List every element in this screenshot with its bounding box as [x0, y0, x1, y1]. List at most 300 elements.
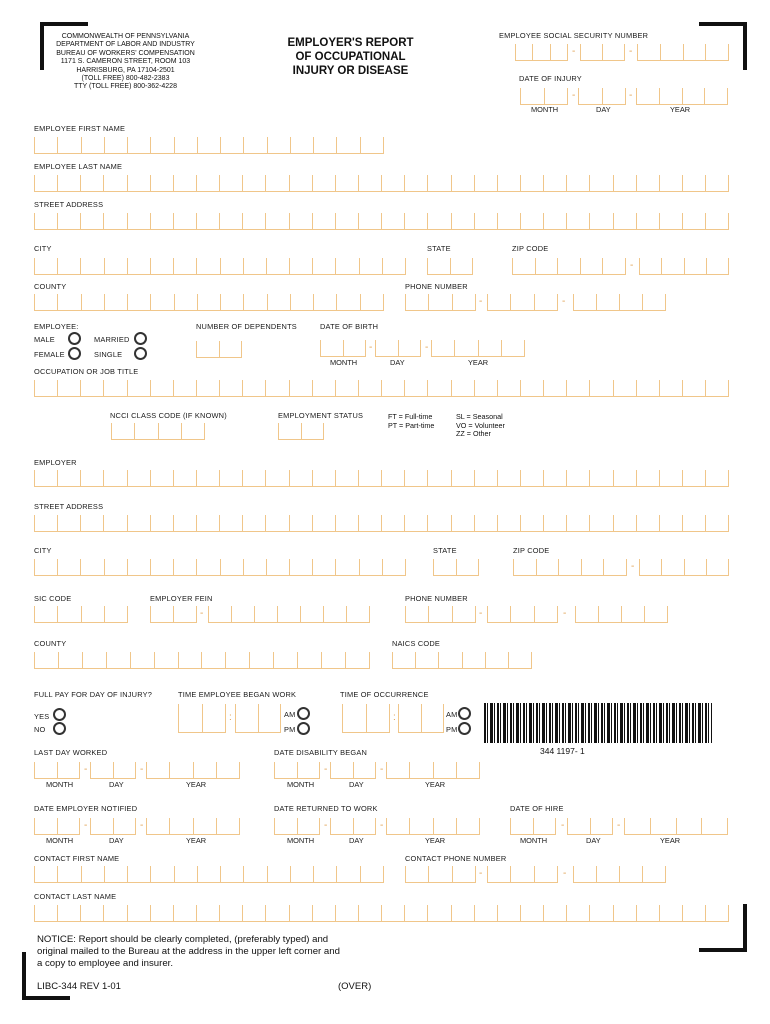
time-occurrence-minute[interactable]	[398, 704, 444, 733]
char-box[interactable]	[705, 470, 729, 486]
char-box[interactable]	[636, 470, 659, 486]
char-box[interactable]	[336, 137, 359, 153]
char-box[interactable]	[243, 559, 266, 575]
char-box[interactable]	[104, 866, 127, 882]
char-box[interactable]	[452, 866, 476, 882]
char-box[interactable]	[644, 606, 668, 622]
char-box[interactable]	[642, 294, 666, 310]
employee-state-field[interactable]	[427, 258, 473, 275]
employee-zip4-field[interactable]	[639, 258, 729, 275]
char-box[interactable]	[573, 294, 596, 310]
char-box[interactable]	[219, 380, 242, 396]
notified-month[interactable]	[34, 818, 80, 835]
char-box[interactable]	[34, 905, 57, 921]
char-box[interactable]	[683, 44, 706, 60]
char-box[interactable]	[202, 704, 227, 732]
char-box[interactable]	[659, 88, 682, 104]
char-box[interactable]	[173, 905, 196, 921]
hire-month[interactable]	[510, 818, 556, 835]
char-box[interactable]	[34, 258, 57, 274]
char-box[interactable]	[543, 213, 566, 229]
char-box[interactable]	[421, 704, 445, 732]
char-box[interactable]	[130, 652, 154, 668]
char-box[interactable]	[265, 175, 288, 191]
char-box[interactable]	[150, 380, 173, 396]
char-box[interactable]	[450, 258, 474, 274]
char-box[interactable]	[336, 866, 359, 882]
employer-city-field[interactable]	[34, 559, 406, 576]
char-box[interactable]	[174, 137, 197, 153]
char-box[interactable]	[106, 652, 130, 668]
char-box[interactable]	[134, 423, 157, 439]
char-box[interactable]	[613, 175, 636, 191]
naics-code-field[interactable]	[392, 652, 532, 669]
char-box[interactable]	[193, 762, 216, 778]
char-box[interactable]	[427, 213, 450, 229]
sic-code-field[interactable]	[34, 606, 128, 623]
char-box[interactable]	[566, 905, 589, 921]
char-box[interactable]	[103, 905, 126, 921]
time-began-am-radio[interactable]	[297, 707, 310, 720]
char-box[interactable]	[575, 606, 598, 622]
char-box[interactable]	[452, 606, 476, 622]
char-box[interactable]	[520, 905, 543, 921]
char-box[interactable]	[103, 470, 126, 486]
char-box[interactable]	[532, 44, 549, 60]
char-box[interactable]	[242, 515, 265, 531]
char-box[interactable]	[173, 606, 197, 622]
time-began-minute[interactable]	[235, 704, 281, 733]
char-box[interactable]	[343, 340, 367, 356]
char-box[interactable]	[150, 559, 173, 575]
char-box[interactable]	[358, 470, 381, 486]
char-box[interactable]	[80, 515, 103, 531]
char-box[interactable]	[242, 213, 265, 229]
char-box[interactable]	[312, 258, 335, 274]
char-box[interactable]	[335, 559, 358, 575]
employer-zip-field[interactable]	[513, 559, 627, 576]
employer-street-field[interactable]	[34, 515, 729, 532]
ssn-field-1[interactable]	[515, 44, 568, 61]
char-box[interactable]	[427, 905, 450, 921]
char-box[interactable]	[589, 515, 612, 531]
char-box[interactable]	[451, 905, 474, 921]
char-box[interactable]	[659, 380, 682, 396]
char-box[interactable]	[336, 294, 359, 310]
char-box[interactable]	[438, 652, 461, 668]
char-box[interactable]	[358, 905, 381, 921]
employee-first-name-field[interactable]	[34, 137, 384, 154]
char-box[interactable]	[474, 213, 497, 229]
char-box[interactable]	[543, 470, 566, 486]
char-box[interactable]	[510, 294, 533, 310]
char-box[interactable]	[173, 559, 196, 575]
char-box[interactable]	[127, 866, 150, 882]
char-box[interactable]	[386, 818, 409, 834]
char-box[interactable]	[536, 559, 559, 575]
employer-phone-area[interactable]	[405, 606, 476, 623]
char-box[interactable]	[682, 380, 705, 396]
char-box[interactable]	[342, 704, 366, 732]
char-box[interactable]	[103, 380, 126, 396]
char-box[interactable]	[81, 606, 104, 622]
char-box[interactable]	[266, 258, 289, 274]
char-box[interactable]	[637, 44, 660, 60]
rtw-year[interactable]	[386, 818, 480, 835]
char-box[interactable]	[173, 175, 196, 191]
hire-day[interactable]	[567, 818, 613, 835]
char-box[interactable]	[358, 380, 381, 396]
char-box[interactable]	[231, 606, 254, 622]
female-radio[interactable]	[68, 347, 81, 360]
char-box[interactable]	[639, 258, 661, 274]
char-box[interactable]	[589, 213, 612, 229]
ldw-year[interactable]	[146, 762, 240, 779]
char-box[interactable]	[580, 258, 603, 274]
char-box[interactable]	[80, 175, 103, 191]
char-box[interactable]	[297, 652, 321, 668]
char-box[interactable]	[428, 294, 451, 310]
char-box[interactable]	[603, 559, 627, 575]
char-box[interactable]	[178, 704, 202, 732]
char-box[interactable]	[684, 258, 706, 274]
char-box[interactable]	[219, 515, 242, 531]
char-box[interactable]	[178, 652, 202, 668]
char-box[interactable]	[174, 294, 197, 310]
char-box[interactable]	[242, 470, 265, 486]
char-box[interactable]	[219, 341, 243, 357]
char-box[interactable]	[602, 44, 625, 60]
char-box[interactable]	[265, 470, 288, 486]
char-box[interactable]	[589, 470, 612, 486]
char-box[interactable]	[701, 818, 728, 834]
char-box[interactable]	[81, 137, 104, 153]
ldw-day[interactable]	[90, 762, 136, 779]
char-box[interactable]	[173, 515, 196, 531]
char-box[interactable]	[533, 818, 557, 834]
char-box[interactable]	[596, 294, 619, 310]
char-box[interactable]	[705, 905, 729, 921]
char-box[interactable]	[312, 175, 335, 191]
char-box[interactable]	[196, 175, 219, 191]
char-box[interactable]	[34, 294, 57, 310]
char-box[interactable]	[624, 818, 650, 834]
char-box[interactable]	[57, 515, 80, 531]
char-box[interactable]	[265, 213, 288, 229]
char-box[interactable]	[474, 515, 497, 531]
char-box[interactable]	[381, 380, 404, 396]
char-box[interactable]	[520, 470, 543, 486]
char-box[interactable]	[659, 470, 682, 486]
char-box[interactable]	[242, 380, 265, 396]
char-box[interactable]	[34, 213, 57, 229]
char-box[interactable]	[613, 380, 636, 396]
char-box[interactable]	[543, 380, 566, 396]
char-box[interactable]	[534, 294, 558, 310]
char-box[interactable]	[497, 175, 520, 191]
char-box[interactable]	[34, 380, 57, 396]
char-box[interactable]	[382, 258, 406, 274]
char-box[interactable]	[415, 652, 438, 668]
full-pay-yes-radio[interactable]	[53, 708, 66, 721]
char-box[interactable]	[127, 294, 150, 310]
char-box[interactable]	[220, 258, 243, 274]
char-box[interactable]	[427, 470, 450, 486]
char-box[interactable]	[534, 866, 558, 882]
char-box[interactable]	[127, 905, 150, 921]
char-box[interactable]	[684, 559, 706, 575]
char-box[interactable]	[104, 559, 127, 575]
char-box[interactable]	[242, 905, 265, 921]
char-box[interactable]	[201, 652, 225, 668]
char-box[interactable]	[113, 818, 137, 834]
char-box[interactable]	[404, 213, 427, 229]
char-box[interactable]	[289, 380, 312, 396]
char-box[interactable]	[34, 606, 57, 622]
char-box[interactable]	[150, 866, 173, 882]
char-box[interactable]	[196, 515, 219, 531]
char-box[interactable]	[358, 213, 381, 229]
char-box[interactable]	[150, 294, 173, 310]
char-box[interactable]	[619, 294, 642, 310]
char-box[interactable]	[335, 213, 358, 229]
char-box[interactable]	[158, 423, 181, 439]
time-began-hour[interactable]	[178, 704, 226, 733]
ldw-month[interactable]	[34, 762, 80, 779]
char-box[interactable]	[274, 818, 297, 834]
char-box[interactable]	[451, 470, 474, 486]
char-box[interactable]	[34, 515, 57, 531]
char-box[interactable]	[208, 606, 231, 622]
char-box[interactable]	[602, 258, 626, 274]
char-box[interactable]	[567, 818, 590, 834]
char-box[interactable]	[150, 606, 173, 622]
char-box[interactable]	[590, 818, 614, 834]
char-box[interactable]	[359, 258, 382, 274]
dis-year[interactable]	[386, 762, 480, 779]
dob-month[interactable]	[320, 340, 366, 357]
contact-last-name-field[interactable]	[34, 905, 729, 922]
char-box[interactable]	[428, 606, 451, 622]
char-box[interactable]	[682, 515, 705, 531]
char-box[interactable]	[289, 905, 312, 921]
char-box[interactable]	[196, 213, 219, 229]
char-box[interactable]	[196, 258, 219, 274]
char-box[interactable]	[330, 818, 353, 834]
char-box[interactable]	[34, 470, 57, 486]
char-box[interactable]	[34, 762, 57, 778]
char-box[interactable]	[150, 905, 173, 921]
char-box[interactable]	[82, 652, 106, 668]
time-occurrence-hour[interactable]	[342, 704, 390, 733]
char-box[interactable]	[427, 515, 450, 531]
char-box[interactable]	[267, 866, 290, 882]
char-box[interactable]	[80, 380, 103, 396]
hire-year[interactable]	[624, 818, 728, 835]
dis-day[interactable]	[330, 762, 376, 779]
char-box[interactable]	[216, 762, 240, 778]
char-box[interactable]	[636, 175, 659, 191]
char-box[interactable]	[90, 762, 113, 778]
char-box[interactable]	[520, 175, 543, 191]
char-box[interactable]	[219, 905, 242, 921]
dob-year[interactable]	[431, 340, 525, 357]
char-box[interactable]	[243, 294, 266, 310]
char-box[interactable]	[706, 559, 729, 575]
ncci-field[interactable]	[111, 423, 205, 440]
char-box[interactable]	[57, 380, 80, 396]
char-box[interactable]	[705, 175, 729, 191]
time-occurrence-am-radio[interactable]	[458, 707, 471, 720]
char-box[interactable]	[57, 294, 80, 310]
char-box[interactable]	[566, 515, 589, 531]
char-box[interactable]	[57, 905, 80, 921]
char-box[interactable]	[404, 175, 427, 191]
full-pay-no-radio[interactable]	[53, 722, 66, 735]
char-box[interactable]	[243, 137, 266, 153]
char-box[interactable]	[566, 213, 589, 229]
dis-month[interactable]	[274, 762, 320, 779]
char-box[interactable]	[127, 380, 150, 396]
contact-phone-area[interactable]	[405, 866, 476, 883]
char-box[interactable]	[360, 294, 384, 310]
char-box[interactable]	[375, 340, 398, 356]
char-box[interactable]	[543, 515, 566, 531]
char-box[interactable]	[386, 762, 409, 778]
char-box[interactable]	[409, 818, 432, 834]
char-box[interactable]	[659, 213, 682, 229]
char-box[interactable]	[219, 470, 242, 486]
char-box[interactable]	[659, 175, 682, 191]
char-box[interactable]	[219, 213, 242, 229]
char-box[interactable]	[150, 137, 173, 153]
char-box[interactable]	[405, 294, 428, 310]
char-box[interactable]	[487, 294, 510, 310]
single-radio[interactable]	[134, 347, 147, 360]
char-box[interactable]	[360, 137, 384, 153]
char-box[interactable]	[335, 905, 358, 921]
char-box[interactable]	[57, 762, 81, 778]
char-box[interactable]	[216, 818, 240, 834]
char-box[interactable]	[289, 175, 312, 191]
char-box[interactable]	[578, 88, 602, 104]
char-box[interactable]	[243, 866, 266, 882]
char-box[interactable]	[520, 380, 543, 396]
char-box[interactable]	[104, 258, 127, 274]
char-box[interactable]	[706, 258, 729, 274]
char-box[interactable]	[566, 470, 589, 486]
char-box[interactable]	[335, 175, 358, 191]
char-box[interactable]	[510, 818, 533, 834]
char-box[interactable]	[404, 515, 427, 531]
char-box[interactable]	[405, 606, 428, 622]
char-box[interactable]	[427, 380, 450, 396]
char-box[interactable]	[589, 905, 612, 921]
char-box[interactable]	[682, 470, 705, 486]
char-box[interactable]	[487, 606, 510, 622]
rtw-day[interactable]	[330, 818, 376, 835]
char-box[interactable]	[266, 559, 289, 575]
char-box[interactable]	[598, 606, 621, 622]
char-box[interactable]	[346, 606, 370, 622]
char-box[interactable]	[642, 866, 666, 882]
char-box[interactable]	[289, 258, 312, 274]
char-box[interactable]	[404, 905, 427, 921]
char-box[interactable]	[127, 470, 150, 486]
char-box[interactable]	[267, 294, 290, 310]
char-box[interactable]	[235, 704, 258, 732]
char-box[interactable]	[173, 470, 196, 486]
char-box[interactable]	[428, 866, 451, 882]
char-box[interactable]	[510, 606, 533, 622]
employee-last-name-field[interactable]	[34, 175, 729, 192]
char-box[interactable]	[573, 866, 596, 882]
char-box[interactable]	[265, 380, 288, 396]
char-box[interactable]	[34, 818, 57, 834]
char-box[interactable]	[501, 340, 525, 356]
char-box[interactable]	[581, 559, 604, 575]
char-box[interactable]	[104, 137, 127, 153]
char-box[interactable]	[323, 606, 346, 622]
char-box[interactable]	[543, 905, 566, 921]
dependents-field[interactable]	[196, 341, 242, 358]
char-box[interactable]	[345, 652, 370, 668]
char-box[interactable]	[196, 905, 219, 921]
contact-phone-line[interactable]	[573, 866, 666, 883]
char-box[interactable]	[300, 606, 323, 622]
char-box[interactable]	[704, 88, 728, 104]
char-box[interactable]	[290, 294, 313, 310]
occupation-field[interactable]	[34, 380, 729, 397]
male-radio[interactable]	[68, 332, 81, 345]
char-box[interactable]	[249, 652, 273, 668]
char-box[interactable]	[220, 559, 243, 575]
time-occurrence-pm-radio[interactable]	[458, 722, 471, 735]
char-box[interactable]	[451, 213, 474, 229]
char-box[interactable]	[596, 866, 619, 882]
char-box[interactable]	[409, 762, 432, 778]
char-box[interactable]	[589, 175, 612, 191]
char-box[interactable]	[353, 818, 377, 834]
char-box[interactable]	[258, 704, 282, 732]
employee-phone-prefix[interactable]	[487, 294, 558, 311]
married-radio[interactable]	[134, 332, 147, 345]
char-box[interactable]	[289, 213, 312, 229]
char-box[interactable]	[613, 515, 636, 531]
char-box[interactable]	[451, 380, 474, 396]
char-box[interactable]	[513, 559, 536, 575]
char-box[interactable]	[34, 137, 57, 153]
char-box[interactable]	[520, 88, 544, 104]
char-box[interactable]	[197, 137, 220, 153]
char-box[interactable]	[456, 762, 480, 778]
employee-zip-field[interactable]	[512, 258, 626, 275]
char-box[interactable]	[602, 88, 627, 104]
char-box[interactable]	[80, 258, 103, 274]
char-box[interactable]	[150, 470, 173, 486]
char-box[interactable]	[169, 762, 192, 778]
char-box[interactable]	[127, 175, 150, 191]
char-box[interactable]	[127, 213, 150, 229]
doi-month[interactable]	[520, 88, 568, 105]
employer-phone-prefix[interactable]	[487, 606, 558, 623]
char-box[interactable]	[289, 559, 312, 575]
ssn-field-2[interactable]	[580, 44, 625, 61]
char-box[interactable]	[150, 175, 173, 191]
char-box[interactable]	[381, 515, 404, 531]
char-box[interactable]	[57, 559, 80, 575]
char-box[interactable]	[320, 340, 343, 356]
